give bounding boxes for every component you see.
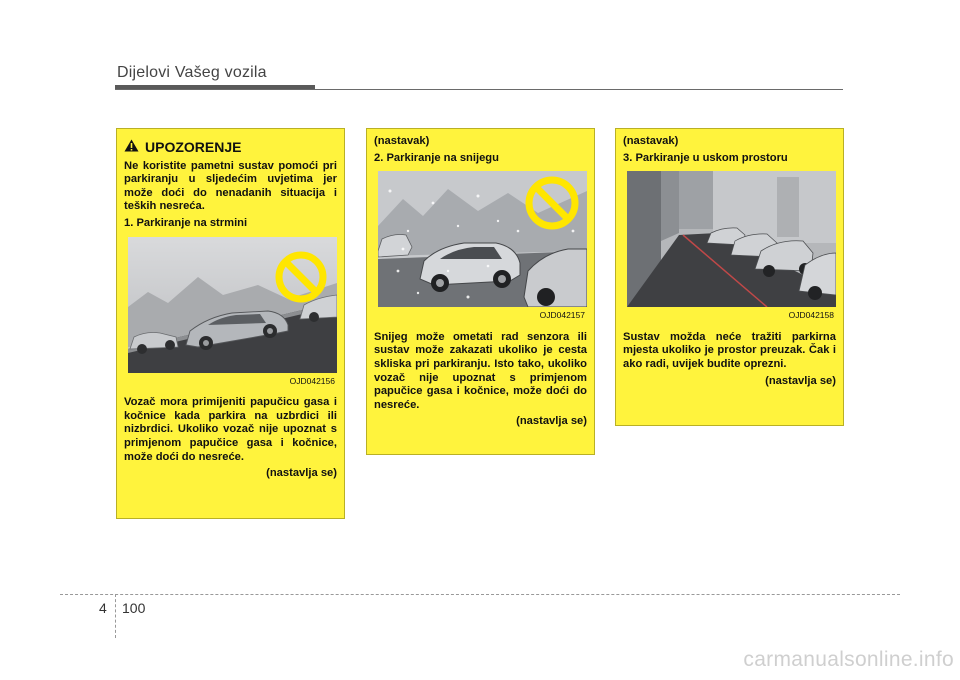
continued-top-label: (nastavak)	[374, 135, 430, 147]
image-code: OJD042158	[788, 310, 834, 321]
page-number: 100	[122, 600, 146, 616]
header-rule-thin	[115, 89, 843, 90]
continued-label: (nastavlja se)	[516, 415, 587, 428]
illustration-slope-parking	[128, 237, 337, 373]
continued-top-label: (nastavak)	[623, 135, 679, 147]
warning-header	[124, 139, 337, 157]
section-heading-snow: 2. Parkiranje na snijegu	[374, 151, 499, 164]
image-code: OJD042157	[539, 310, 585, 321]
page-header-title: Dijelovi Vašeg vozila	[117, 64, 267, 81]
section-heading-slope: 1. Parkiranje na strmini	[124, 216, 248, 229]
watermark-text: carmanualsonline.info	[743, 648, 954, 671]
footer-rule-vertical	[115, 594, 116, 638]
section-body-slope: Vozač mora primijeniti papučicu gasa i kočnice kada parkira na uzbrdici ili nizbrdici. Ukoliko vozač nije upoznat s primjenom papučice gasa i kočnice, može doći do nesreće.	[124, 396, 337, 463]
continued-label: (nastavlja se)	[266, 467, 337, 480]
continued-label: (nastavlja se)	[765, 374, 836, 387]
warning-triangle-icon	[124, 139, 139, 157]
warning-intro: Ne koristite pametni sustav pomoći pri parkiranju u sljedećim uvjetima jer može doći do nenadanih situacija i teških nesreća.	[124, 159, 337, 213]
image-code: OJD042156	[289, 375, 335, 386]
illustration-snow-parking	[378, 171, 587, 307]
section-heading-narrow: 3. Parkiranje u uskom prostoru	[623, 151, 788, 164]
footer-rule-horizontal	[60, 594, 900, 595]
illustration-narrow-parking	[627, 171, 836, 307]
warning-panel-slope	[116, 128, 345, 519]
warning-panel-snow	[366, 128, 595, 455]
section-body-snow: Snijeg može ometati rad senzora ili sustav može zakazati ukoliko je cesta skliska pri parkiranju. Isto tako, ukoliko vozač nije upoznat s primjenom papučice gasa i kočnice, može doći do nesreće.	[374, 330, 587, 411]
section-body-narrow: Sustav možda neće tražiti parkirna mjesta ukoliko je prostor preuzak. Čak i ako radi, uvijek budite oprezni.	[623, 330, 836, 370]
warning-title: UPOZORENJE	[145, 139, 242, 155]
warning-panel-narrow-space	[615, 128, 844, 426]
chapter-number: 4	[99, 600, 107, 616]
